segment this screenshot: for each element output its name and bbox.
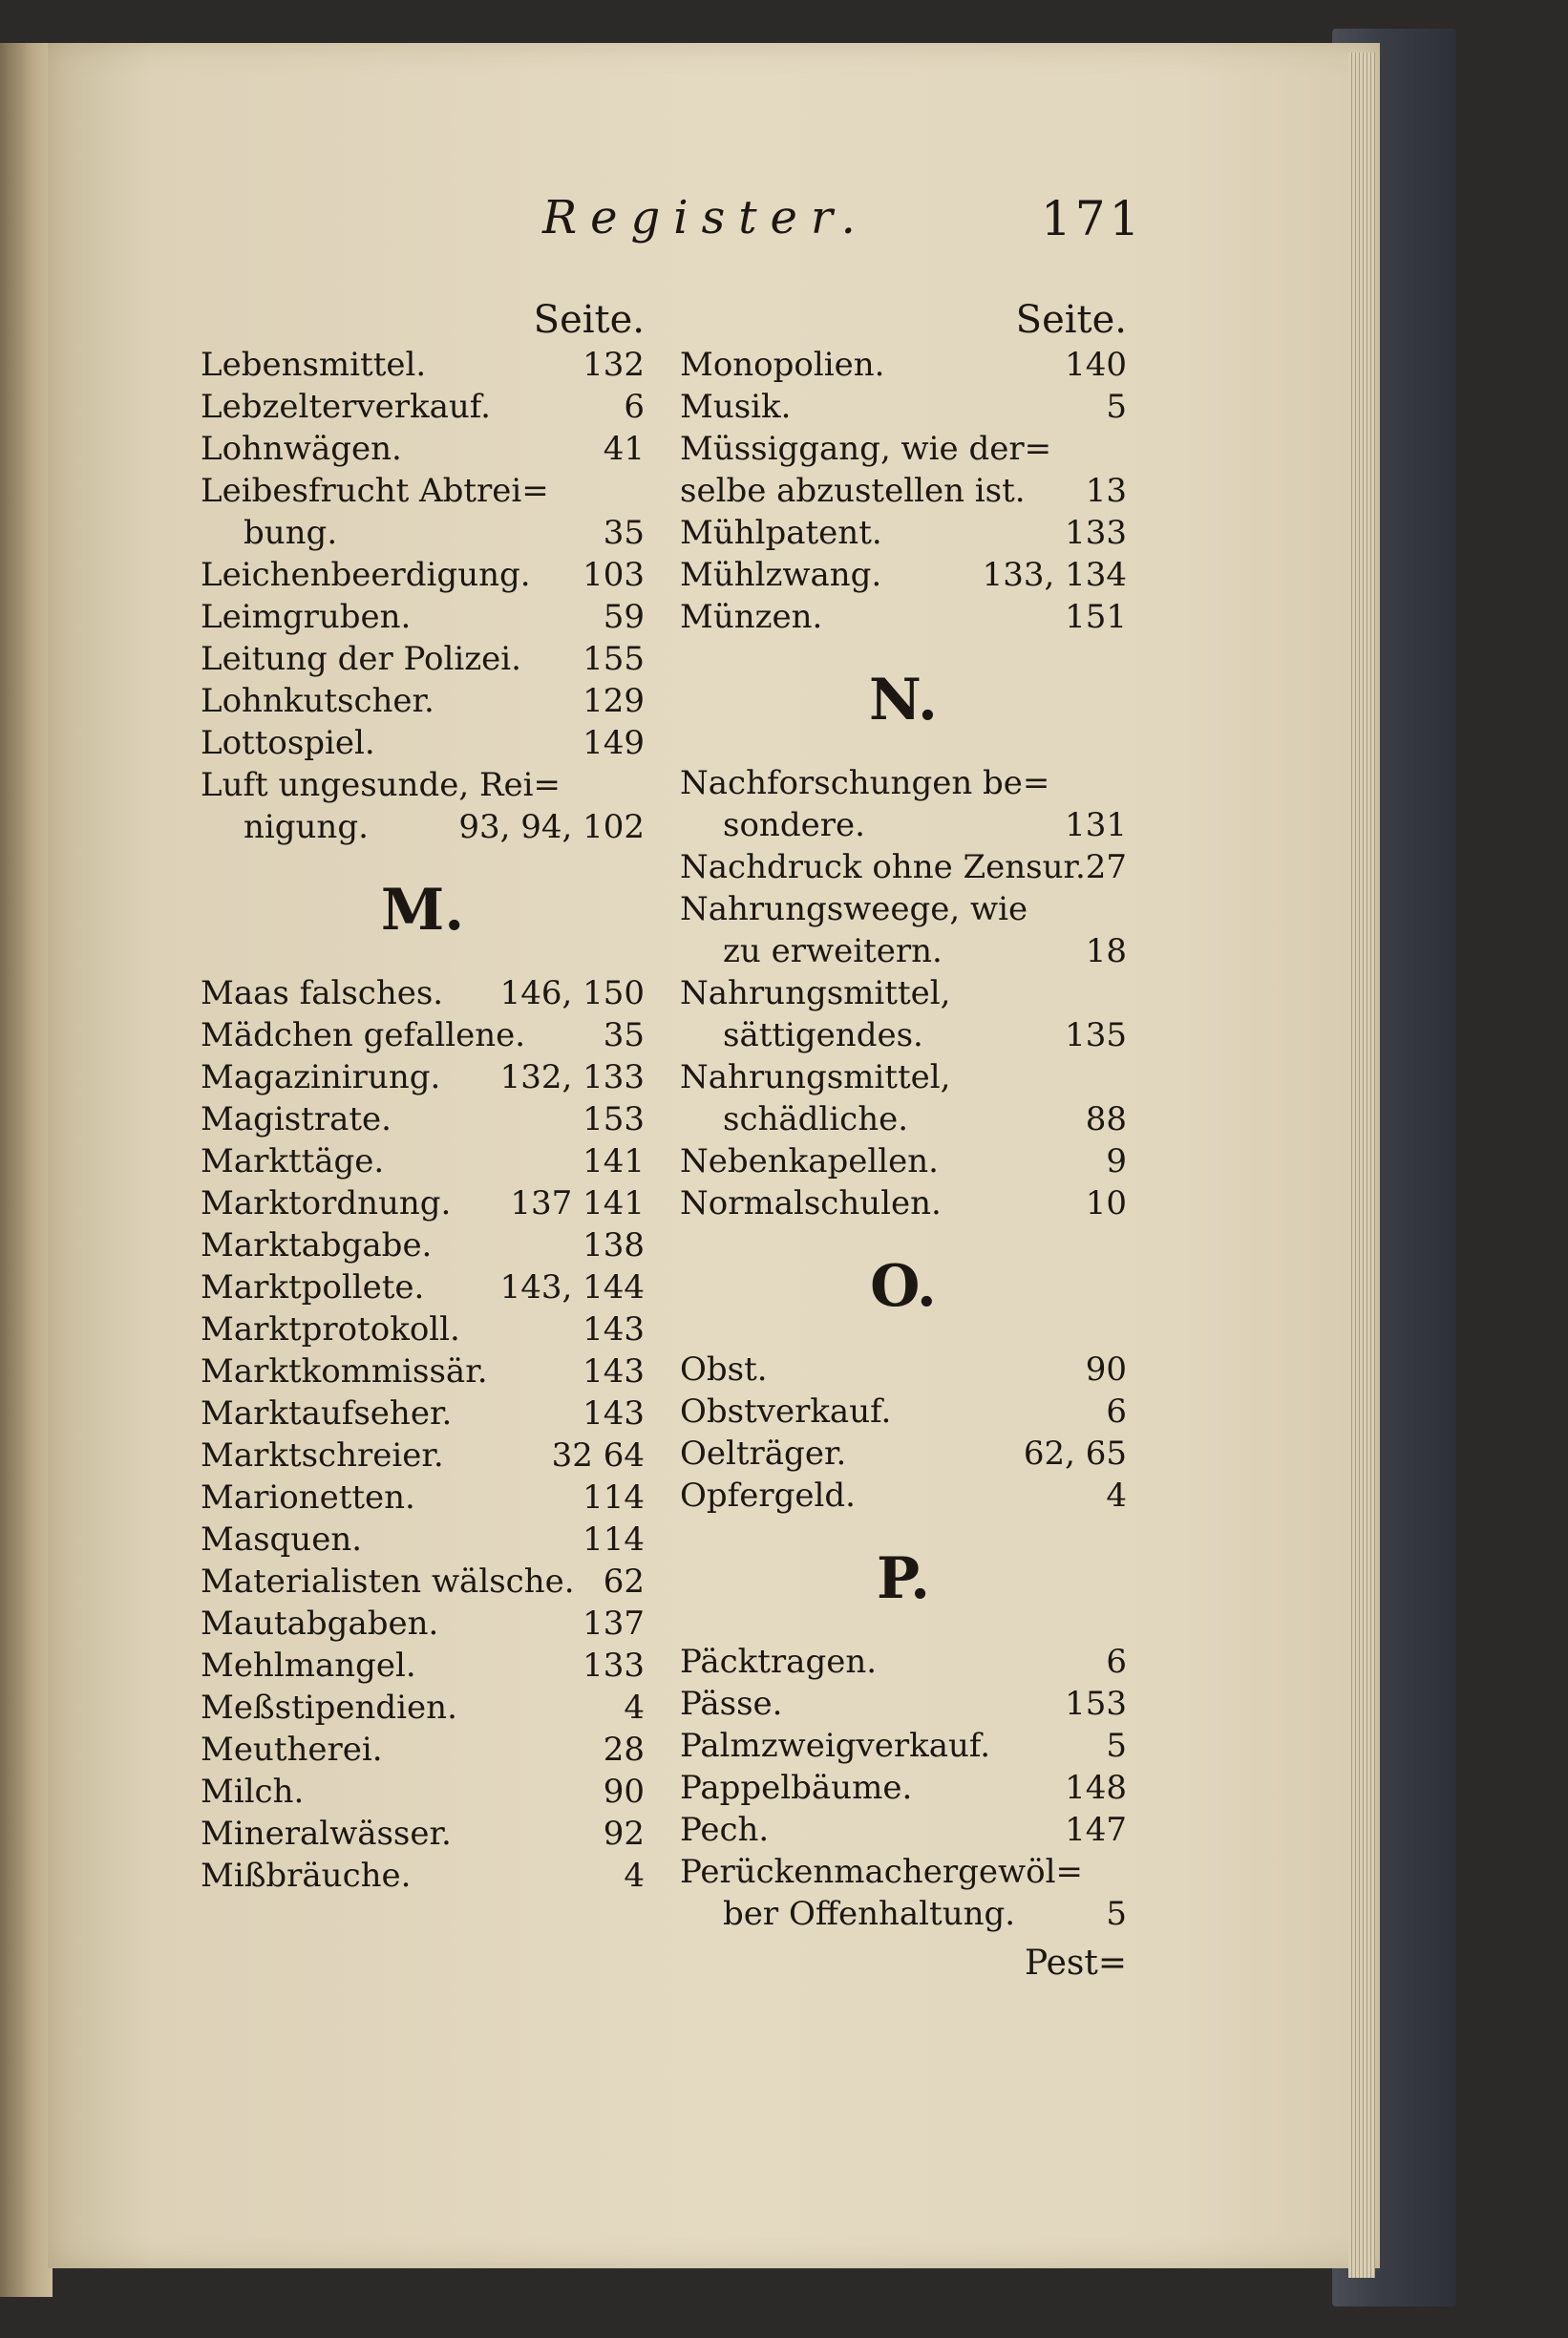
entry-pages: 6: [1106, 1392, 1127, 1431]
entry-term: Päcktragen.: [680, 1643, 878, 1681]
entry-term: Lebensmittel.: [201, 346, 427, 384]
entry-pages: 88: [1085, 1100, 1127, 1138]
page-stack-edge: [1348, 53, 1375, 2278]
entry-pages: 10: [1085, 1184, 1127, 1222]
catchword: Pest=: [1024, 1944, 1127, 1983]
index-entry: [680, 762, 1127, 804]
section-letter-m: M.: [380, 877, 465, 944]
index-entry: [680, 596, 1127, 638]
index-column-right: [680, 296, 1127, 1992]
index-entry: [201, 1771, 645, 1813]
facing-page-edge: [0, 43, 53, 2297]
index-entry: [680, 386, 1127, 428]
entry-pages: 131: [1065, 806, 1127, 844]
index-entry: [680, 1475, 1127, 1517]
entry-pages: 140: [1065, 346, 1127, 384]
index-entry: [201, 1729, 645, 1771]
index-entry: [680, 1433, 1127, 1475]
entry-term: Markttäge.: [201, 1142, 385, 1180]
index-entry: [201, 1435, 645, 1477]
entry-term: Marktabgabe.: [201, 1226, 433, 1265]
entry-term: Müssiggang, wie der=: [680, 430, 1052, 468]
index-entry: [201, 1182, 645, 1224]
entry-term: Maas falsches.: [201, 974, 444, 1012]
index-entry: [201, 1855, 645, 1897]
entry-pages: 153: [583, 1100, 645, 1138]
entry-pages: 138: [583, 1226, 645, 1265]
index-entry: [201, 344, 645, 386]
entry-pages: 6: [624, 388, 645, 426]
entry-term: Normalschulen.: [680, 1184, 942, 1222]
column-heading: Seite.: [1015, 298, 1127, 342]
entry-term: Marktaufseher.: [201, 1394, 453, 1433]
entry-term: ber Offenhaltung.: [723, 1895, 1016, 1933]
entry-term: Nahrungsweege, wie: [680, 890, 1028, 928]
entry-pages: 92: [603, 1815, 645, 1853]
index-entry: [201, 1813, 645, 1855]
entry-term: Obst.: [680, 1350, 768, 1389]
index-entry: [201, 1392, 645, 1435]
entry-term: Marktprotokoll.: [201, 1310, 460, 1349]
entry-term: sättigendes.: [723, 1016, 923, 1054]
entry-pages: 132, 133: [499, 1058, 645, 1096]
entry-pages: 151: [1065, 598, 1127, 636]
index-entry: [201, 596, 645, 638]
section-letter-n: N.: [869, 667, 938, 733]
entry-term: Nachforschungen be=: [680, 764, 1050, 802]
index-entry: [680, 1893, 1127, 1935]
entry-pages: 153: [1065, 1685, 1127, 1723]
entry-term: Nachdruck ohne Zensur.: [680, 848, 1086, 886]
index-entry: [680, 846, 1127, 888]
entry-term: selbe abzustellen ist.: [680, 472, 1026, 510]
index-entry: [201, 1266, 645, 1308]
index-entry: [201, 386, 645, 428]
index-entry: [680, 1140, 1127, 1182]
index-entry: [201, 1561, 645, 1603]
entry-pages: 5: [1106, 388, 1127, 426]
entry-term: Leimgruben.: [201, 598, 412, 636]
entry-pages: 18: [1085, 932, 1127, 970]
entry-term: Pässe.: [680, 1685, 783, 1723]
entry-pages: 35: [603, 514, 645, 552]
entry-term: zu erweitern.: [723, 932, 943, 970]
entry-pages: 62: [603, 1562, 645, 1601]
entry-term: Luft ungesunde, Rei=: [201, 766, 562, 804]
entry-pages: 146, 150: [499, 974, 645, 1012]
entry-pages: 90: [603, 1773, 645, 1811]
index-entry: [201, 1687, 645, 1729]
entry-term: bung.: [244, 514, 338, 552]
entry-term: Marionetten.: [201, 1478, 415, 1517]
entry-term: Marktpollete.: [201, 1268, 425, 1307]
index-entry: [201, 1224, 645, 1266]
index-entry: [201, 722, 645, 764]
entry-pages: 133: [583, 1647, 645, 1685]
entry-pages: 137: [583, 1605, 645, 1643]
entry-term: Mißbräuche.: [201, 1857, 412, 1895]
entry-pages: 133, 134: [982, 556, 1127, 594]
entry-term: Lohnwägen.: [201, 430, 402, 468]
entry-pages: 143, 144: [499, 1268, 645, 1307]
entry-pages: 35: [603, 1016, 645, 1054]
entry-pages: 135: [1065, 1016, 1127, 1054]
entry-pages: 4: [624, 1689, 645, 1727]
index-entry: [201, 1603, 645, 1645]
index-entry: [201, 1140, 645, 1182]
entry-term: Lebzelterverkauf.: [201, 388, 491, 426]
entry-term: Mühlpatent.: [680, 514, 882, 552]
index-entry: [680, 1725, 1127, 1767]
entry-term: Pappelbäume.: [680, 1769, 913, 1807]
entry-pages: 59: [603, 598, 645, 636]
index-entry: [201, 1519, 645, 1561]
entry-term: Leibesfrucht Abtrei=: [201, 472, 549, 510]
entry-pages: 133: [1065, 514, 1127, 552]
entry-term: Musik.: [680, 388, 792, 426]
entry-term: Meßstipendien.: [201, 1689, 457, 1727]
entry-term: Opfergeld.: [680, 1477, 856, 1515]
entry-term: Monopolien.: [680, 346, 885, 384]
index-entry: [680, 470, 1127, 512]
entry-term: Leichenbeerdigung.: [201, 556, 531, 594]
entry-term: Nebenkapellen.: [680, 1142, 939, 1180]
section-letter-p: P.: [876, 1545, 931, 1612]
entry-pages: 148: [1065, 1769, 1127, 1807]
entry-term: Lohnkutscher.: [201, 682, 434, 720]
entry-pages: 62, 65: [1023, 1435, 1127, 1473]
running-header: [0, 191, 1568, 258]
index-entry: [680, 1349, 1127, 1391]
entry-pages: 27: [1085, 848, 1127, 886]
index-entry: [201, 806, 645, 848]
index-entry: [201, 680, 645, 722]
index-entry: [680, 1391, 1127, 1433]
entry-term: Meutherei.: [201, 1731, 383, 1769]
entry-term: sondere.: [723, 806, 865, 844]
entry-pages: 41: [603, 430, 645, 468]
entry-term: Nahrungsmittel,: [680, 1058, 951, 1096]
entry-pages: 13: [1085, 472, 1127, 510]
index-entry: [680, 554, 1127, 596]
entry-pages: 129: [583, 682, 645, 720]
entry-pages: 132: [583, 346, 645, 384]
entry-term: Mädchen gefallene.: [201, 1016, 526, 1054]
entry-pages: 143: [583, 1394, 645, 1433]
entry-pages: 141: [583, 1142, 645, 1180]
index-entry: [201, 972, 645, 1014]
entry-pages: 149: [583, 724, 645, 762]
index-entry: [680, 1182, 1127, 1224]
index-entry: [680, 972, 1127, 1014]
entry-term: Marktschreier.: [201, 1436, 444, 1475]
index-entry: [680, 1851, 1127, 1893]
column-heading: Seite.: [533, 298, 645, 342]
entry-term: Mühlzwang.: [680, 556, 882, 594]
entry-term: schädliche.: [723, 1100, 909, 1138]
entry-term: Mautabgaben.: [201, 1605, 439, 1643]
entry-pages: 143: [583, 1310, 645, 1349]
index-entry: [201, 1645, 645, 1687]
index-entry: [680, 1683, 1127, 1725]
index-entry: [680, 888, 1127, 930]
page-number: 171: [1041, 191, 1144, 246]
entry-term: Pech.: [680, 1811, 770, 1849]
index-entry: [201, 512, 645, 554]
entry-pages: 32 64: [551, 1436, 645, 1475]
entry-term: Marktkommissär.: [201, 1352, 488, 1391]
entry-pages: 28: [603, 1731, 645, 1769]
index-entry: [680, 1056, 1127, 1098]
entry-pages: 147: [1065, 1811, 1127, 1849]
entry-term: Magistrate.: [201, 1100, 392, 1138]
index-entry: [201, 764, 645, 806]
entry-pages: 4: [1106, 1477, 1127, 1515]
index-entry: [201, 1477, 645, 1519]
entry-term: Münzen.: [680, 598, 823, 636]
index-entry: [201, 1308, 645, 1350]
section-letter-o: O.: [870, 1253, 937, 1320]
entry-term: Milch.: [201, 1773, 305, 1811]
index-entry: [680, 1767, 1127, 1809]
entry-term: nigung.: [244, 808, 369, 846]
entry-term: Leitung der Polizei.: [201, 640, 521, 678]
index-entry: [680, 1641, 1127, 1683]
index-entry: [680, 344, 1127, 386]
index-entry: [201, 1350, 645, 1392]
entry-pages: 90: [1085, 1350, 1127, 1389]
entry-pages: 103: [583, 556, 645, 594]
index-entry: [680, 1809, 1127, 1851]
index-entry: [201, 1056, 645, 1098]
entry-term: Marktordnung.: [201, 1184, 452, 1222]
index-entry: [680, 512, 1127, 554]
index-entry: [680, 804, 1127, 846]
entry-term: Oelträger.: [680, 1435, 847, 1473]
index-entry: [201, 638, 645, 680]
entry-term: Obstverkauf.: [680, 1392, 892, 1431]
index-entry: [680, 428, 1127, 470]
entry-pages: 9: [1106, 1142, 1127, 1180]
page-title: Register.: [542, 191, 869, 244]
entry-term: Lottospiel.: [201, 724, 375, 762]
index-entry: [201, 554, 645, 596]
entry-pages: 6: [1106, 1643, 1127, 1681]
entry-term: Masquen.: [201, 1520, 363, 1559]
entry-term: Mineralwässer.: [201, 1815, 452, 1853]
index-entry: [201, 428, 645, 470]
entry-pages: 5: [1106, 1895, 1127, 1933]
entry-pages: 137 141: [510, 1184, 645, 1222]
index-entry: [680, 1014, 1127, 1056]
entry-pages: 93, 94, 102: [458, 808, 645, 846]
entry-term: Mehlmangel.: [201, 1647, 416, 1685]
index-entry: [201, 1098, 645, 1140]
index-entry: [201, 470, 645, 512]
index-entry: [680, 1098, 1127, 1140]
entry-term: Nahrungsmittel,: [680, 974, 951, 1012]
entry-pages: 114: [583, 1520, 645, 1559]
entry-pages: 114: [583, 1478, 645, 1517]
entry-term: Palmzweigverkauf.: [680, 1727, 991, 1765]
index-entry: [201, 1014, 645, 1056]
entry-pages: 4: [624, 1857, 645, 1895]
entry-pages: 5: [1106, 1727, 1127, 1765]
entry-term: Perückenmachergewöl=: [680, 1853, 1083, 1891]
index-column-left: [201, 296, 645, 1897]
entry-term: Materialisten wälsche.: [201, 1562, 575, 1601]
index-entry: [680, 930, 1127, 972]
entry-pages: 155: [583, 640, 645, 678]
entry-pages: 143: [583, 1352, 645, 1391]
entry-term: Magazinirung.: [201, 1058, 441, 1096]
